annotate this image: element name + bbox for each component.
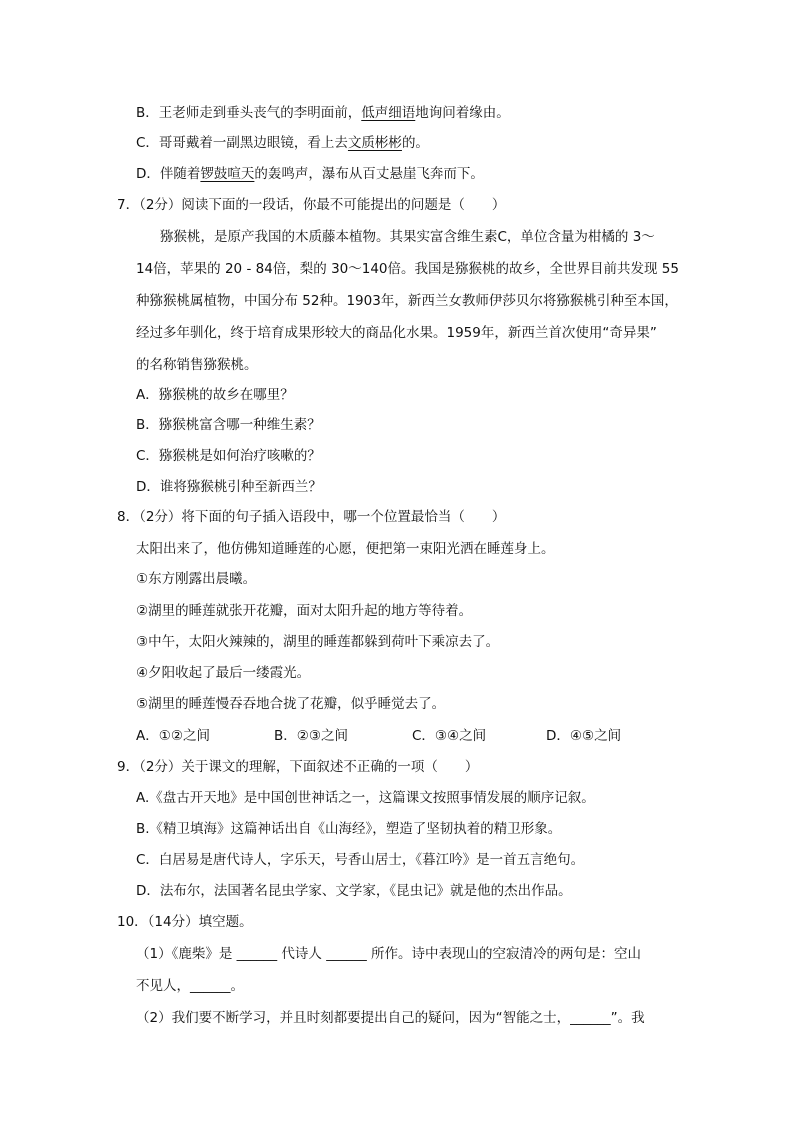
q8-stem: 8．（2分）将下面的句子插入语段中，哪一个位置最恰当（ ） xyxy=(117,509,506,525)
q6-option-c-pre: C．哥哥戴着一副黑边眼镜，看上去 xyxy=(136,135,348,151)
q7-stem: 7．（2分）阅读下面的一段话，你最不可能提出的问题是（ ） xyxy=(117,197,506,213)
q9-option-c[interactable]: C．白居易是唐代诗人，字乐天，号香山居士，《暮江吟》是一首五言绝句。 xyxy=(136,852,585,868)
q7-passage-line: 猕猴桃，是原产我国的木质藤本植物。其果实富含维生素C，单位含量为柑橘的 3～ xyxy=(160,229,655,245)
q6-option-b-underlined: 低声细语 xyxy=(361,105,416,121)
q6-option-d[interactable] xyxy=(136,164,484,184)
q10-stem: 10．（14分）填空题。 xyxy=(117,914,253,930)
q9-option-a[interactable]: A.《盘古开天地》是中国创世神话之一，这篇课文按照事情发展的顺序记叙。 xyxy=(136,790,595,806)
q7-passage-line: 的名称销售猕猴桃。 xyxy=(136,357,258,373)
q6-option-c-post: 的。 xyxy=(401,135,429,151)
q7-option-b[interactable]: B．猕猴桃富含哪一种维生素？ xyxy=(136,417,321,433)
q7-passage-line: 经过多年驯化，终于培育成果形较大的商品化水果。1959年，新西兰首次使用“奇异果” xyxy=(136,325,657,341)
q6-option-b-pre: B．王老师走到垂头丧气的李明面前， xyxy=(136,105,362,121)
q6-option-b[interactable] xyxy=(136,103,510,123)
q8-option-b[interactable]: B．②③之间 xyxy=(274,728,348,744)
q8-option-a[interactable]: A．①②之间 xyxy=(136,728,210,744)
q7-option-d[interactable]: D．谁将猕猴桃引种至新西兰？ xyxy=(136,479,322,495)
q8-item: ⑤湖里的睡莲慢吞吞地合拢了花瓣，似乎睡觉去了。 xyxy=(136,696,446,712)
q8-option-c[interactable]: C．③④之间 xyxy=(412,728,487,744)
q6-option-d-underlined: 锣鼓喧天 xyxy=(200,166,255,182)
q8-option-d[interactable]: D．④⑤之间 xyxy=(546,728,622,744)
q9-stem: 9．（2分）关于课文的理解，下面叙述不正确的一项（ ） xyxy=(117,759,479,775)
q6-option-d-post: 的轰鸣声，瀑布从百丈悬崖飞奔而下。 xyxy=(254,166,484,182)
q8-sentence: 太阳出来了，他仿佛知道睡莲的心愿，便把第一束阳光洒在睡莲身上。 xyxy=(136,541,555,557)
q10-part2-line1: （2）我们要不断学习，并且时刻都要提出自己的疑问，因为“智能之士，______”。我 xyxy=(136,1010,645,1026)
q6-option-d-pre: D．伴随着 xyxy=(136,166,201,182)
q7-option-a[interactable]: A．猕猴桃的故乡在哪里？ xyxy=(136,387,294,403)
q6-option-c-underlined: 文质彬彬 xyxy=(347,135,402,151)
q9-option-d[interactable]: D．法布尔，法国著名昆虫学家、文学家，《昆虫记》就是他的杰出作品。 xyxy=(136,883,572,899)
q9-option-b[interactable]: B.《精卫填海》这篇神话出自《山海经》，塑造了坚韧执着的精卫形象。 xyxy=(136,821,562,837)
q8-item: ②湖里的睡莲就张开花瓣，面对太阳升起的地方等待着。 xyxy=(136,603,473,619)
q6-option-c[interactable] xyxy=(136,133,429,153)
q7-passage-line: 种猕猴桃属植物，中国分布 52种。1903年，新西兰女教师伊莎贝尔将猕猴桃引种至本国， xyxy=(136,293,678,309)
q10-part1-line1: （1）《鹿柴》是 ______ 代诗人 ______ 所作。诗中表现山的空寂清冷的两句是：空山 xyxy=(136,946,642,962)
q8-item: ③中午，太阳火辣辣的，湖里的睡莲都躲到荷叶下乘凉去了。 xyxy=(136,634,500,650)
q8-options-row xyxy=(136,726,656,746)
q7-passage-line: 14倍，苹果的 20 - 84倍，梨的 30～140倍。我国是猕猴桃的故乡，全世界目前共发现 55 xyxy=(136,261,679,277)
q6-option-b-post: 地询问着缘由。 xyxy=(415,105,510,121)
q7-option-c[interactable]: C．猕猴桃是如何治疗咳嗽的？ xyxy=(136,448,321,464)
q10-part1-line2: 不见人，______。 xyxy=(136,978,244,994)
q8-item: ①东方刚露出晨曦。 xyxy=(136,571,257,587)
q8-item: ④夕阳收起了最后一缕霞光。 xyxy=(136,665,311,681)
